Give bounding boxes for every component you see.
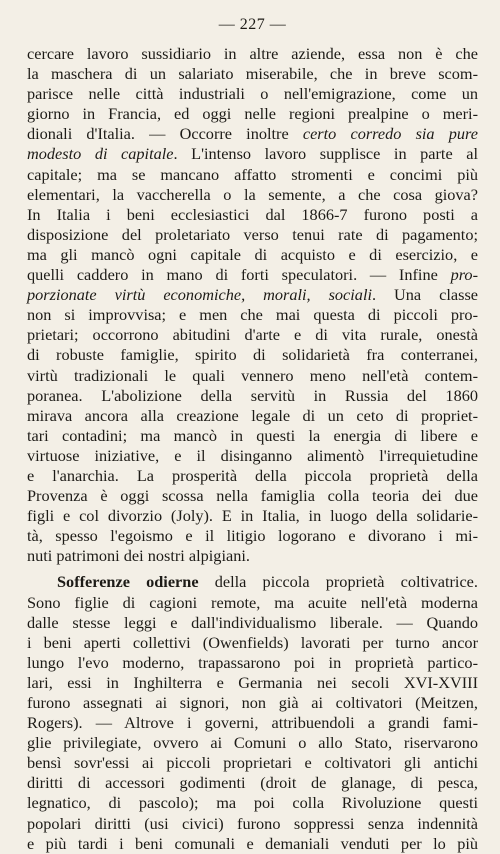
text-line: e più tardi i beni comunali e demaniali venduti per lo più — [27, 833, 478, 853]
text-line: Rogers). — Altrove i governi, attribuendoli a grandi fami- — [27, 713, 478, 733]
text-line: cercare lavoro sussidiario in altre aziende, essa non è che — [27, 44, 478, 63]
text-segment: . L'intenso lavoro supplisce in parte al — [173, 144, 478, 164]
paragraph-opening — [27, 572, 478, 592]
text-line: di robuste famiglie, spirito di solidarietà fra conterranei, — [27, 345, 478, 365]
text-line: glie privilegiate, ovvero ai Comuni o allo Stato, riservarono — [27, 733, 478, 753]
text-line: lungo l'evo moderno, trapassarono poi in proprietà partico- — [27, 652, 478, 672]
text-line: prietari; occorrono abitudini d'arte e di vita rurale, onestà — [27, 325, 478, 345]
text-line: legnatico, di pascolo); ma poi colla Rivoluzione questi — [27, 793, 478, 813]
italic-phrase: pro- — [450, 265, 478, 285]
text-line: furono assegnati ai signori, non già ai coltivatori (Meitzen, — [27, 693, 478, 712]
text-line — [27, 144, 478, 164]
text-line: la maschera di un salariato miserabile, che in breve scom- — [27, 64, 478, 84]
text-line: diritti di accessori godimenti (droit de glanage, di pesca, — [27, 773, 478, 793]
text-line: ma gli mancò ogni capitale di acquisto e di esercizio, e — [27, 244, 478, 264]
text-line — [27, 285, 478, 305]
italic-phrase: porzionate virtù economiche, morali, sociali — [27, 285, 372, 305]
text-line: parisce nelle città industriali o nell'emigrazione, come un — [27, 84, 478, 104]
text-line: mirava ancora alla creazione legale di un ceto di propriet- — [27, 405, 478, 425]
text-line: tari contadini; ma mancò in questi la energia di libere e — [27, 425, 478, 445]
text-line: Sono figlie di cagioni remote, ma acuite nell'età moderna — [27, 592, 478, 612]
text-line: i beni aperti collettivi (Owenfields) lavorati per turno ancor — [27, 632, 478, 652]
section-heading: Sofferenze odierne — [57, 572, 199, 592]
text-segment: della piccola proprietà coltivatrice. — [198, 572, 478, 592]
text-line: virtù tradizionali le quali vennero meno nell'età contem- — [27, 365, 478, 385]
text-line: lari, essi in Inghilterra e Germania nei secoli XVI-XVIII — [27, 672, 478, 692]
body-text — [27, 44, 478, 854]
text-line: poranea. L'abolizione della servitù in Russia del 1860 — [27, 385, 478, 405]
text-segment: quelli caddero in mano di forti speculatori. — Infine — [27, 265, 451, 285]
text-line — [27, 124, 478, 144]
text-line: In Italia i beni ecclesiastici dal 1866-7 furono posti a — [27, 204, 478, 224]
text-line: elementari, la vaccherella o la semente, a che cosa giova? — [27, 184, 478, 204]
text-line: Provenza è oggi scossa nella famiglia colla teoria dei due — [27, 486, 478, 506]
text-line: tà, spesso l'egoismo e il litigio logorano e divorano i mi- — [27, 526, 478, 546]
text-line: figli e col divorzio (Joly). E in Italia, in luogo della solidarie- — [27, 506, 478, 526]
text-line: capitale; ma se mancano affatto stromenti e concimi più — [27, 164, 478, 184]
text-line: popolari diritti (usi civici) furono soppressi senza indennità — [27, 813, 478, 833]
text-line: non si improvvisa; e men che mai questa di piccoli pro- — [27, 305, 478, 325]
text-line: disposizione del proletariato verso tenui rate di pagamento; — [27, 224, 478, 244]
italic-phrase: certo corredo sia pure — [302, 124, 478, 144]
text-line: giorno in Francia, ed oggi nelle regioni prealpine o meri- — [27, 104, 478, 124]
page-number: — 227 — — [218, 16, 287, 33]
italic-phrase: modesto di capitale — [27, 144, 174, 164]
text-segment: . Una classe — [372, 285, 479, 305]
text-line — [27, 265, 478, 285]
text-line: virtuose iniziative, e il disinganno alimentò l'irrequietudine — [27, 445, 478, 465]
text-line: dalle stesse leggi e dall'individualismo liberale. — Quando — [27, 612, 478, 632]
text-line: nuti patrimoni dei nostri alpigiani. — [27, 546, 250, 566]
text-line: e l'anarchia. La prosperità della piccola proprietà della — [27, 465, 478, 485]
text-segment: dionali d'Italia. — Occorre inoltre — [27, 124, 303, 144]
text-line: bensì sovr'essi ai piccoli proprietari e coltivatori gli antichi — [27, 753, 478, 773]
